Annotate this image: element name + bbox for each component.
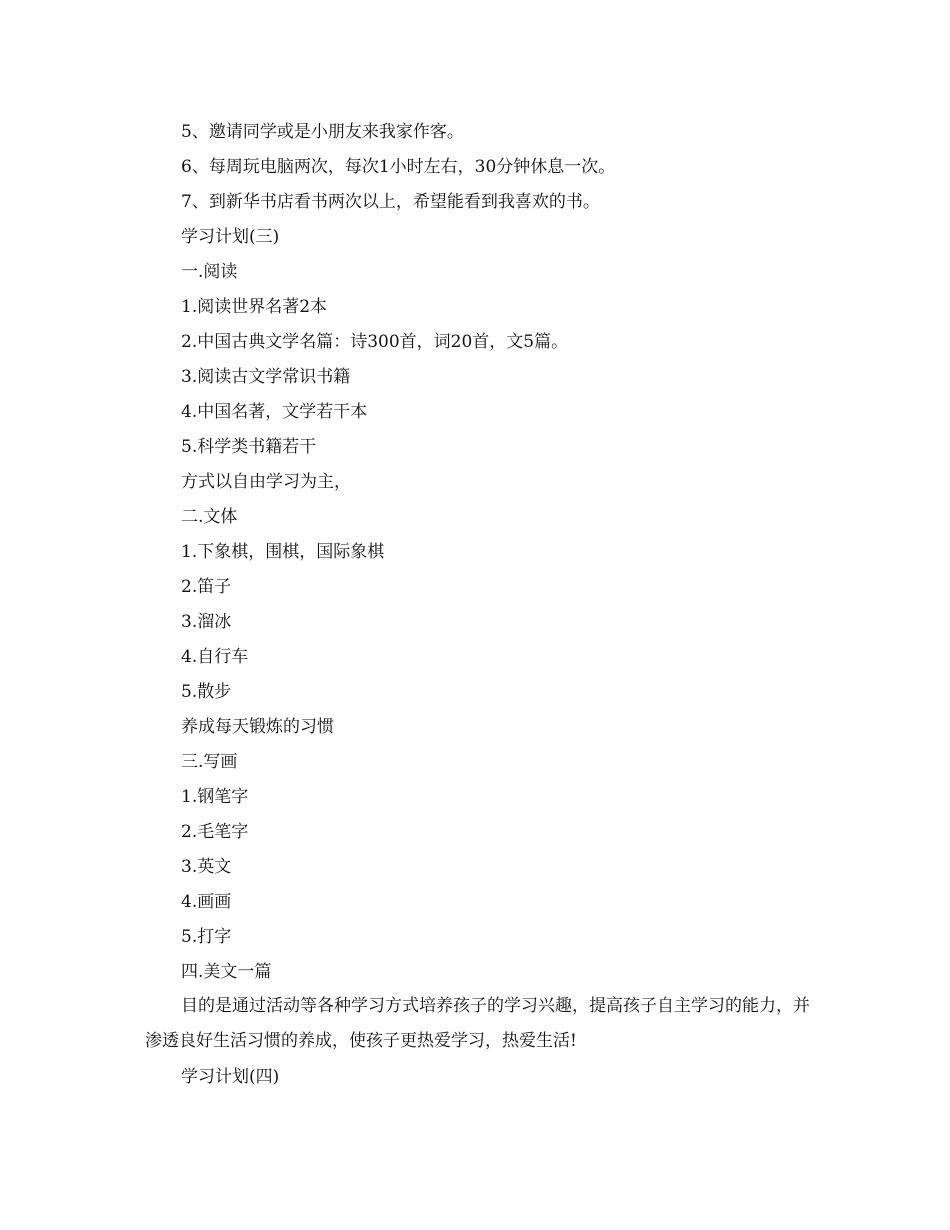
list-item: 4.中国名著，文学若干本 — [181, 402, 368, 422]
list-item: 5.打字 — [181, 927, 232, 947]
list-item: 3.阅读古文学常识书籍 — [181, 367, 351, 387]
subheading-writing-drawing: 三.写画 — [181, 752, 238, 772]
list-item: 3.英文 — [181, 857, 232, 877]
document-body — [145, 118, 810, 1098]
subheading-reading: 一.阅读 — [181, 262, 238, 282]
list-item-invite-friends: 5、邀请同学或是小朋友来我家作客。 — [181, 122, 464, 142]
list-item-bookstore: 7、到新华书店看书两次以上，希望能看到我喜欢的书。 — [181, 192, 600, 212]
list-item: 1.钢笔字 — [181, 787, 249, 807]
list-item: 3.溜冰 — [181, 612, 232, 632]
list-item: 5.科学类书籍若干 — [181, 437, 317, 457]
list-item: 2.笛子 — [181, 577, 232, 597]
purpose-paragraph: 目的是通过活动等各种学习方式培养孩子的学习兴趣，提高孩子自主学习的能力，并渗透良好生活习惯的养成，使孩子更热爱学习，热爱生活! — [145, 996, 810, 1051]
section-heading-plan-3: 学习计划(三) — [181, 227, 280, 247]
list-item: 4.自行车 — [181, 647, 249, 667]
reading-method-note: 方式以自由学习为主， — [181, 472, 351, 492]
list-item: 5.散步 — [181, 682, 232, 702]
subheading-essay: 四.美文一篇 — [181, 962, 272, 982]
section-heading-plan-4: 学习计划(四) — [181, 1067, 280, 1087]
subheading-sports-arts: 二.文体 — [181, 507, 238, 527]
list-item: 2.毛笔字 — [181, 822, 249, 842]
exercise-habit-note: 养成每天锻炼的习惯 — [181, 717, 334, 737]
list-item: 2.中国古典文学名篇：诗300首，词20首，文5篇。 — [181, 332, 569, 352]
list-item: 4.画画 — [181, 892, 232, 912]
list-item-computer-time: 6、每周玩电脑两次，每次1小时左右，30分钟休息一次。 — [181, 157, 616, 177]
list-item: 1.下象棋，围棋，国际象棋 — [181, 542, 385, 562]
list-item: 1.阅读世界名著2本 — [181, 297, 328, 317]
